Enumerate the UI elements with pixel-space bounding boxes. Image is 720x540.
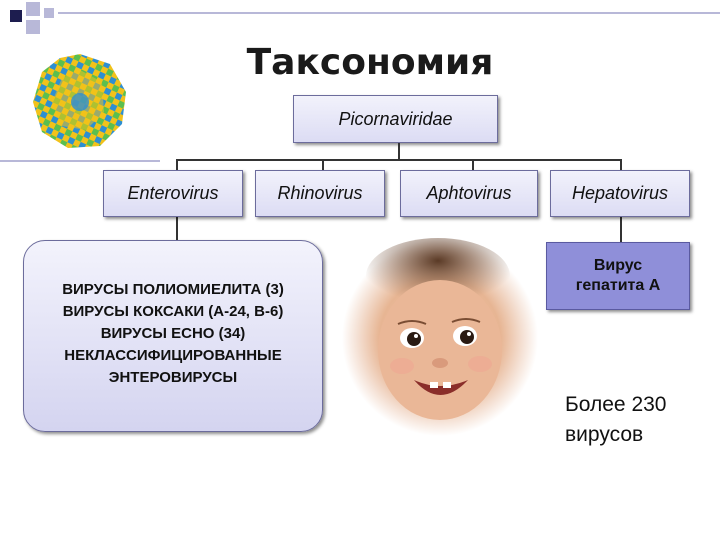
connector	[620, 217, 622, 243]
count-line: вирусов	[565, 423, 644, 446]
genus-node-enterovirus	[103, 170, 243, 217]
genus-node-hepatovirus	[550, 170, 690, 217]
connector	[176, 159, 622, 161]
list-item: ВИРУСЫ КОКСАКИ (А-24, В-6)	[62, 303, 284, 320]
hepatitis-line: гепатита А	[575, 277, 661, 294]
baby-photo	[340, 238, 540, 438]
list-item: ВИРУСЫ ЕСНО (34)	[100, 325, 246, 342]
genus-label: Rhinovirus	[277, 183, 363, 203]
decor-square	[26, 20, 40, 34]
decor-square	[10, 10, 22, 22]
decor-square	[44, 8, 54, 18]
hepatitis-line: Вирус	[593, 257, 643, 274]
virus-count-note	[565, 390, 666, 450]
root-node-picornaviridae	[293, 95, 498, 143]
connector	[176, 217, 178, 241]
list-item: НЕКЛАССИФИЦИРОВАННЫЕ	[64, 347, 282, 364]
genus-label: Hepatovirus	[571, 183, 669, 203]
connector	[398, 143, 400, 160]
genus-node-rhinovirus	[255, 170, 385, 217]
list-item: ЭНТЕРОВИРУСЫ	[108, 369, 238, 386]
count-line: Более 230	[565, 393, 667, 416]
left-rule	[0, 160, 160, 162]
page-title: Таксономия	[246, 42, 494, 83]
top-rule	[58, 12, 720, 14]
root-node-label: Picornaviridae	[338, 108, 453, 129]
decor-square	[26, 2, 40, 16]
genus-label: Aphtovirus	[426, 183, 512, 203]
hepatitis-a-box	[546, 242, 690, 310]
enterovirus-list-box	[23, 240, 323, 432]
list-item: ВИРУСЫ ПОЛИОМИЕЛИТА (3)	[62, 281, 284, 298]
virus-capsid-image	[30, 52, 130, 152]
genus-node-aphtovirus	[400, 170, 538, 217]
genus-label: Enterovirus	[127, 183, 219, 203]
